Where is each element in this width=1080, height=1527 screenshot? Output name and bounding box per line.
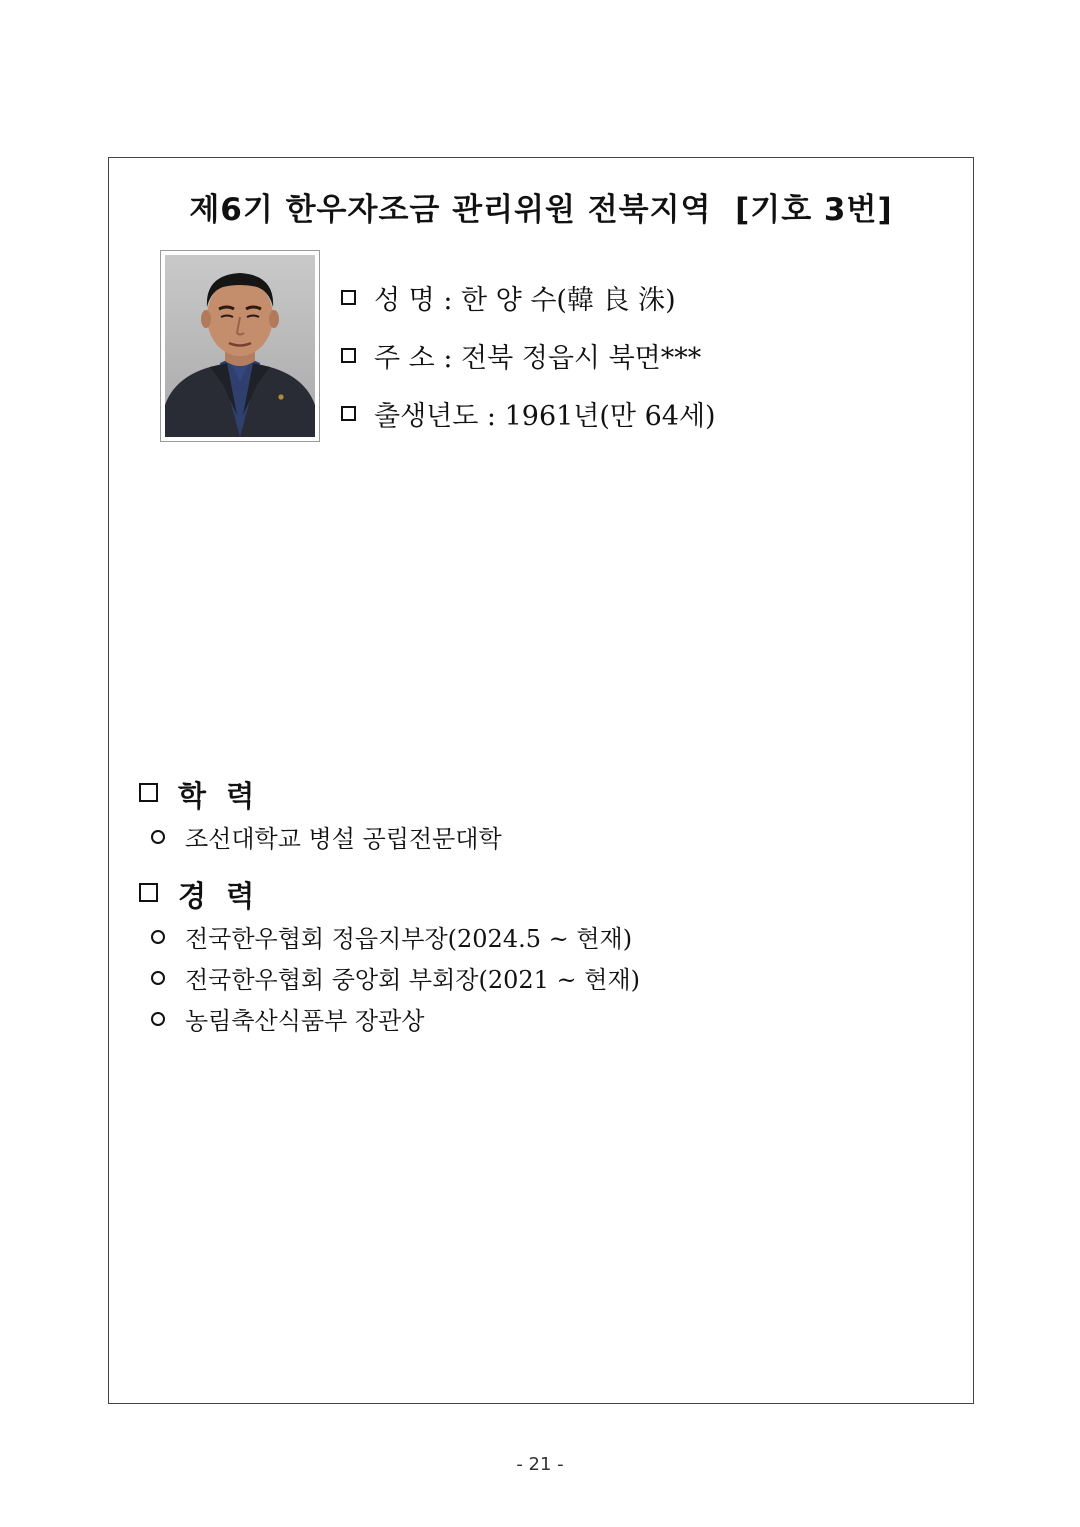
- career-item: [139, 998, 640, 1039]
- education-heading-text: 학 력: [178, 778, 255, 813]
- candidate-photo-icon: [165, 255, 315, 437]
- page-title: 제6기 한우자조금 관리위원 전북지역 [기호 3번]: [189, 192, 893, 228]
- profile-birth-text: 출생년도 : 1961년(만 64세): [374, 400, 716, 432]
- education-item-text: 조선대학교 병설 공립전문대학: [185, 825, 502, 853]
- shadow-box-bullet-icon: [139, 783, 162, 806]
- circle-bullet-icon: [151, 930, 165, 944]
- career-item-text: 전국한우협회 정읍지부장(2024.5 ~ 현재): [185, 925, 633, 953]
- square-bullet-icon: [341, 290, 356, 305]
- shadow-box-bullet-icon: [139, 883, 162, 906]
- page-number: - 21 -: [516, 1454, 564, 1475]
- career-item-text: 농림축산식품부 장관상: [185, 1007, 425, 1035]
- career-heading: [139, 872, 640, 916]
- candidate-photo: [160, 250, 320, 442]
- profile-address-text: 주 소 : 전북 정읍시 북면***: [374, 342, 702, 374]
- career-item: [139, 957, 640, 998]
- square-bullet-icon: [341, 406, 356, 421]
- education-section: [139, 772, 502, 857]
- career-heading-text: 경 력: [178, 878, 255, 913]
- circle-bullet-icon: [151, 971, 165, 985]
- document-frame: [108, 157, 974, 1404]
- education-heading: [139, 772, 502, 816]
- profile-name-text: 성 명 : 한 양 수(韓 良 洙): [374, 284, 676, 316]
- circle-bullet-icon: [151, 1012, 165, 1026]
- square-bullet-icon: [341, 348, 356, 363]
- career-item: [139, 916, 640, 957]
- career-item-text: 전국한우협회 중앙회 부회장(2021 ~ 현재): [185, 966, 641, 994]
- profile-info: [337, 268, 716, 442]
- profile-row-birth: [337, 384, 716, 442]
- profile-row-name: [337, 268, 716, 326]
- career-section: [139, 872, 640, 1039]
- education-item: [139, 816, 502, 857]
- circle-bullet-icon: [151, 830, 165, 844]
- profile-row-address: [337, 326, 716, 384]
